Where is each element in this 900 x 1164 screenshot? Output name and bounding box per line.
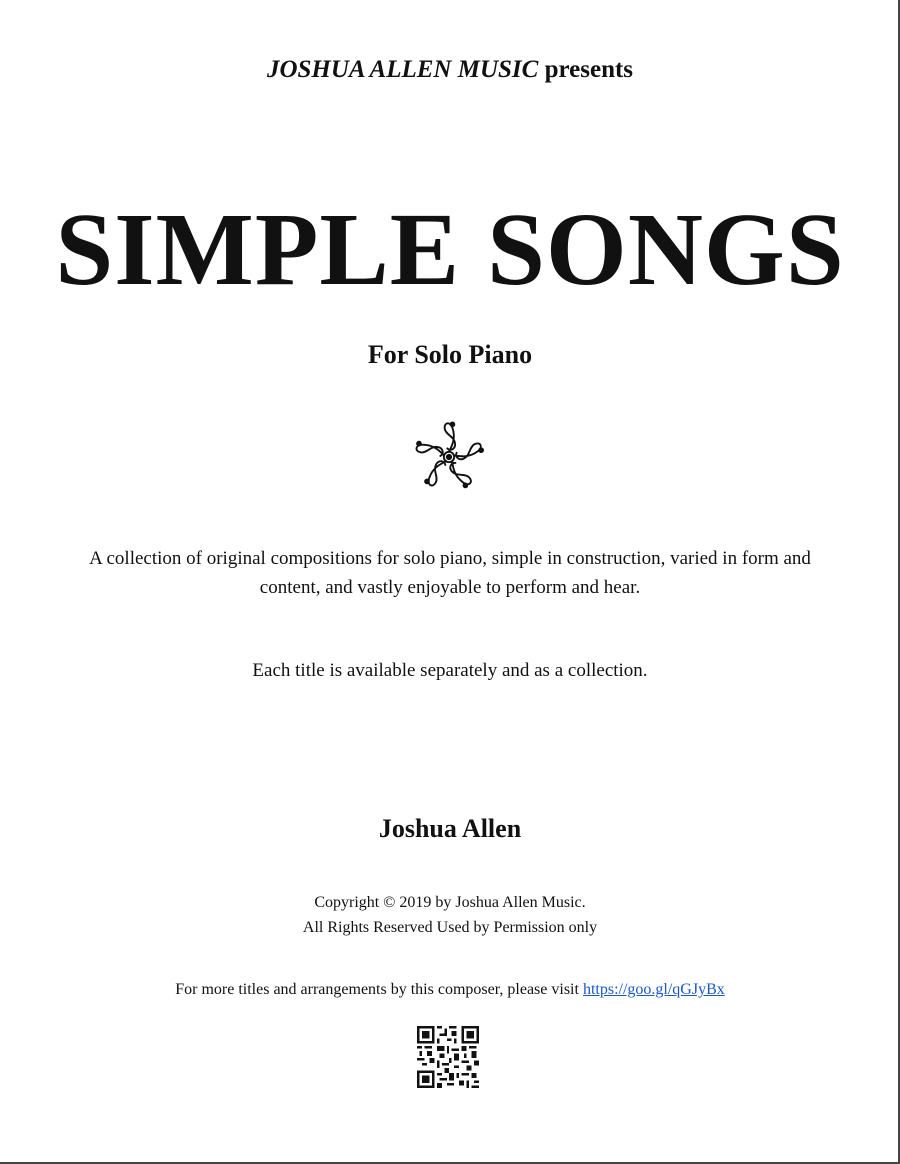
treble-clef-star-ornament-icon xyxy=(406,414,492,500)
header-presents xyxy=(0,56,900,84)
author-name: Joshua Allen xyxy=(378,814,522,843)
copyright-line-2: All Rights Reserved Used by Permission only xyxy=(302,919,598,936)
availability-note: Each title is available separately and as a collection. xyxy=(252,660,648,681)
description-line-1: A collection of original compositions for solo piano, simple in construction, varied in form and xyxy=(89,548,811,569)
description xyxy=(40,544,860,602)
description-line-2: content, and vastly enjoyable to perform and hear. xyxy=(259,577,641,598)
presents-text: presents xyxy=(538,56,634,83)
qr-code-icon xyxy=(417,1026,479,1088)
document-subtitle: For Solo Piano xyxy=(367,340,533,369)
copyright-line-1: Copyright © 2019 by Joshua Allen Music. xyxy=(314,894,586,911)
publisher-name: JOSHUA ALLEN MUSIC xyxy=(266,56,539,83)
copyright-block xyxy=(0,890,900,940)
more-titles-text: For more titles and arrangements by this composer, please visit xyxy=(175,981,583,998)
document-title: SIMPLE SONGS xyxy=(55,192,845,307)
more-titles-line xyxy=(0,981,900,999)
composer-link[interactable]: https://goo.gl/qGJyBx xyxy=(582,981,725,998)
